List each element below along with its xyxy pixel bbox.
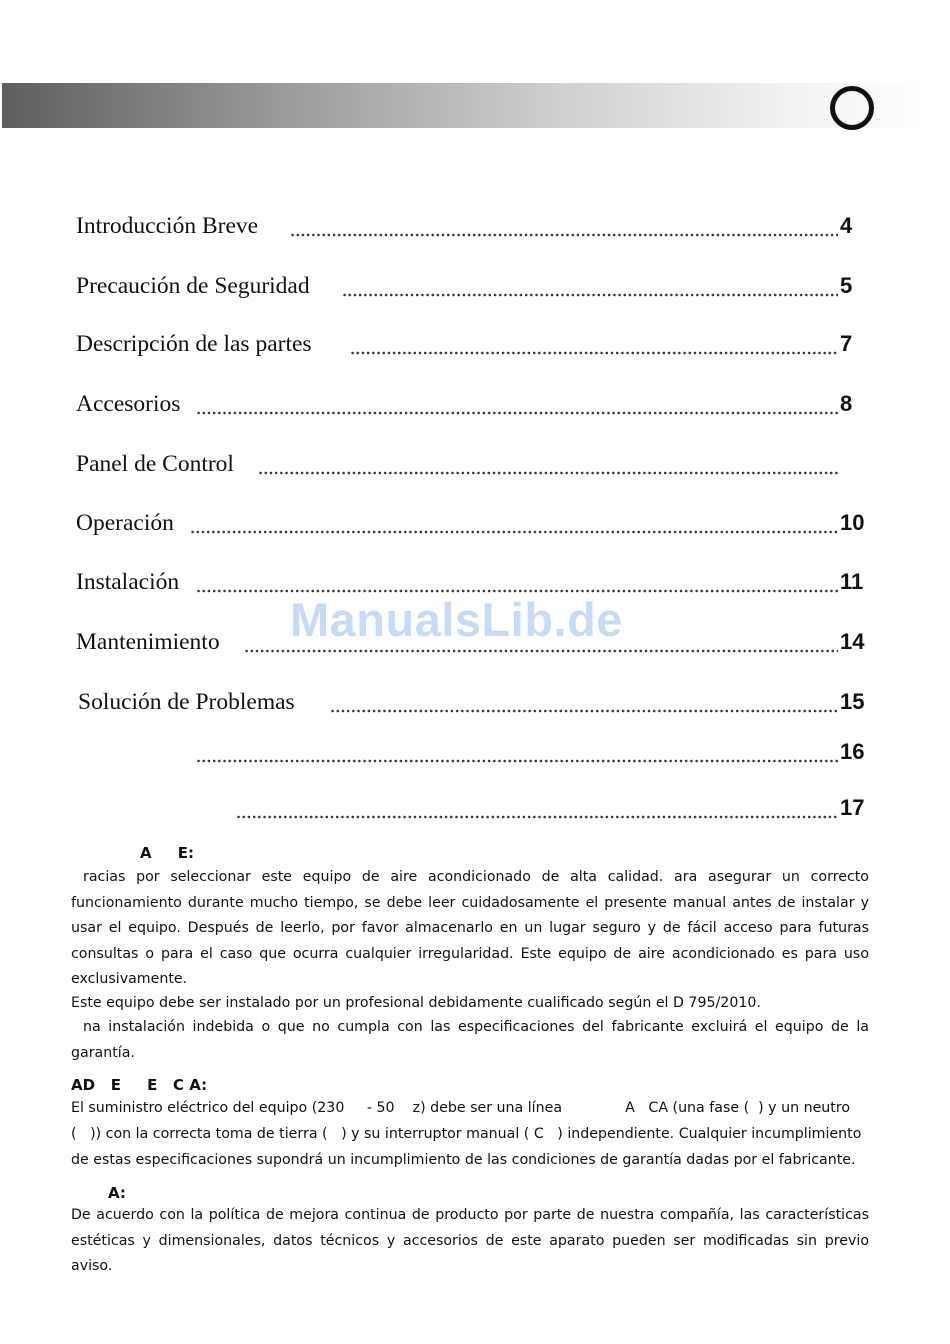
- toc-entry[interactable]: [0, 260, 950, 300]
- toc-entry[interactable]: [0, 782, 950, 822]
- toc-entry-page: 4: [840, 213, 853, 238]
- power-heading: AD E E C A:: [71, 1076, 208, 1094]
- power-line-1: El suministro eléctrico del equipo (230 - 50 z) debe ser una línea A CA (una fase ( ) y un neutro: [71, 1100, 851, 1116]
- change-notice-heading: A:: [108, 1184, 126, 1202]
- toc-entry-title: Introducción Breve: [76, 213, 259, 239]
- circle-icon: [830, 86, 874, 130]
- toc-leader-dots: [244, 649, 838, 653]
- toc-entry-title: Operación: [76, 510, 174, 536]
- toc-entry-title: Precaución de Seguridad: [76, 273, 310, 299]
- toc-leader-dots: [236, 815, 838, 819]
- toc-entry-page: 10: [840, 510, 865, 535]
- toc-entry[interactable]: [0, 556, 950, 596]
- toc-entry-page: 7: [840, 331, 853, 356]
- power-line-2: ( )) con la correcta toma de tierra ( ) y su interruptor manual ( C ) independiente. Cualquier incumplimiento: [71, 1126, 862, 1142]
- toc-entry-page: 17: [840, 795, 865, 820]
- toc-entry[interactable]: [0, 378, 950, 418]
- toc-entry[interactable]: [0, 726, 950, 766]
- toc-entry[interactable]: [0, 200, 950, 240]
- toc-leader-dots: [190, 530, 838, 534]
- header-gradient-bar: [2, 83, 928, 128]
- notice-paragraph-3: na instalación indebida o que no cumpla con las especificaciones del fabricante excluirá el equipo de la garantía.: [71, 1019, 869, 1061]
- toc-leader-dots: [196, 411, 838, 415]
- toc-entry-page: 8: [840, 391, 853, 416]
- toc-entry-page: 11: [840, 569, 864, 594]
- notice-heading: A E:: [140, 844, 194, 862]
- toc-entry[interactable]: [0, 438, 950, 478]
- toc-entry[interactable]: [0, 676, 950, 716]
- change-notice-paragraph: De acuerdo con la política de mejora continua de producto por parte de nuestra compañía, las características estéticas y dimensionales, datos técnicos y accesorios de este aparato pueden ser modificadas sin previo aviso.: [71, 1207, 869, 1274]
- toc-entry-page: 5: [840, 273, 853, 298]
- toc-entry[interactable]: [0, 497, 950, 537]
- toc-entry-page: 16: [840, 739, 865, 764]
- toc-entry-page: 14: [840, 629, 865, 654]
- toc-leader-dots: [196, 759, 838, 763]
- toc-entry-page: 15: [840, 689, 865, 714]
- toc-entry-title: Instalación: [76, 569, 180, 595]
- toc-entry-title: Mantenimiento: [76, 629, 220, 655]
- toc-entry-title: Panel de Control: [76, 451, 234, 477]
- toc-leader-dots: [330, 709, 838, 713]
- toc-leader-dots: [342, 293, 838, 297]
- power-line-3: de estas especificaciones supondrá un incumplimiento de las condiciones de garantía dadas por el fabricante.: [71, 1152, 856, 1168]
- toc-entry-title: Solución de Problemas: [78, 689, 295, 715]
- toc-leader-dots: [290, 233, 838, 237]
- toc-entry-title: Descripción de las partes: [76, 331, 312, 357]
- toc-entry-title: Accesorios: [76, 391, 181, 417]
- notice-paragraph-2: Este equipo debe ser instalado por un profesional debidamente cualificado según el D 795/2010.: [71, 995, 761, 1011]
- notice-paragraph-1: racias por seleccionar este equipo de aire acondicionado de alta calidad. ara asegurar un correcto funcionamiento durante mucho tiempo, se debe leer cuidadosamente el presente manual antes de instalar y usar el equipo. Después de leerlo, por favor almacenarlo en un lugar seguro y de fácil acceso para futuras consultas o para el caso que ocurra cualquier irregularidad. Este equipo de aire acondicionado es para uso exclusivamente.: [71, 869, 869, 987]
- toc-leader-dots: [350, 351, 838, 355]
- toc-entry[interactable]: [0, 318, 950, 358]
- toc-leader-dots: [258, 471, 838, 475]
- watermark: ManualsLib.de: [290, 593, 623, 646]
